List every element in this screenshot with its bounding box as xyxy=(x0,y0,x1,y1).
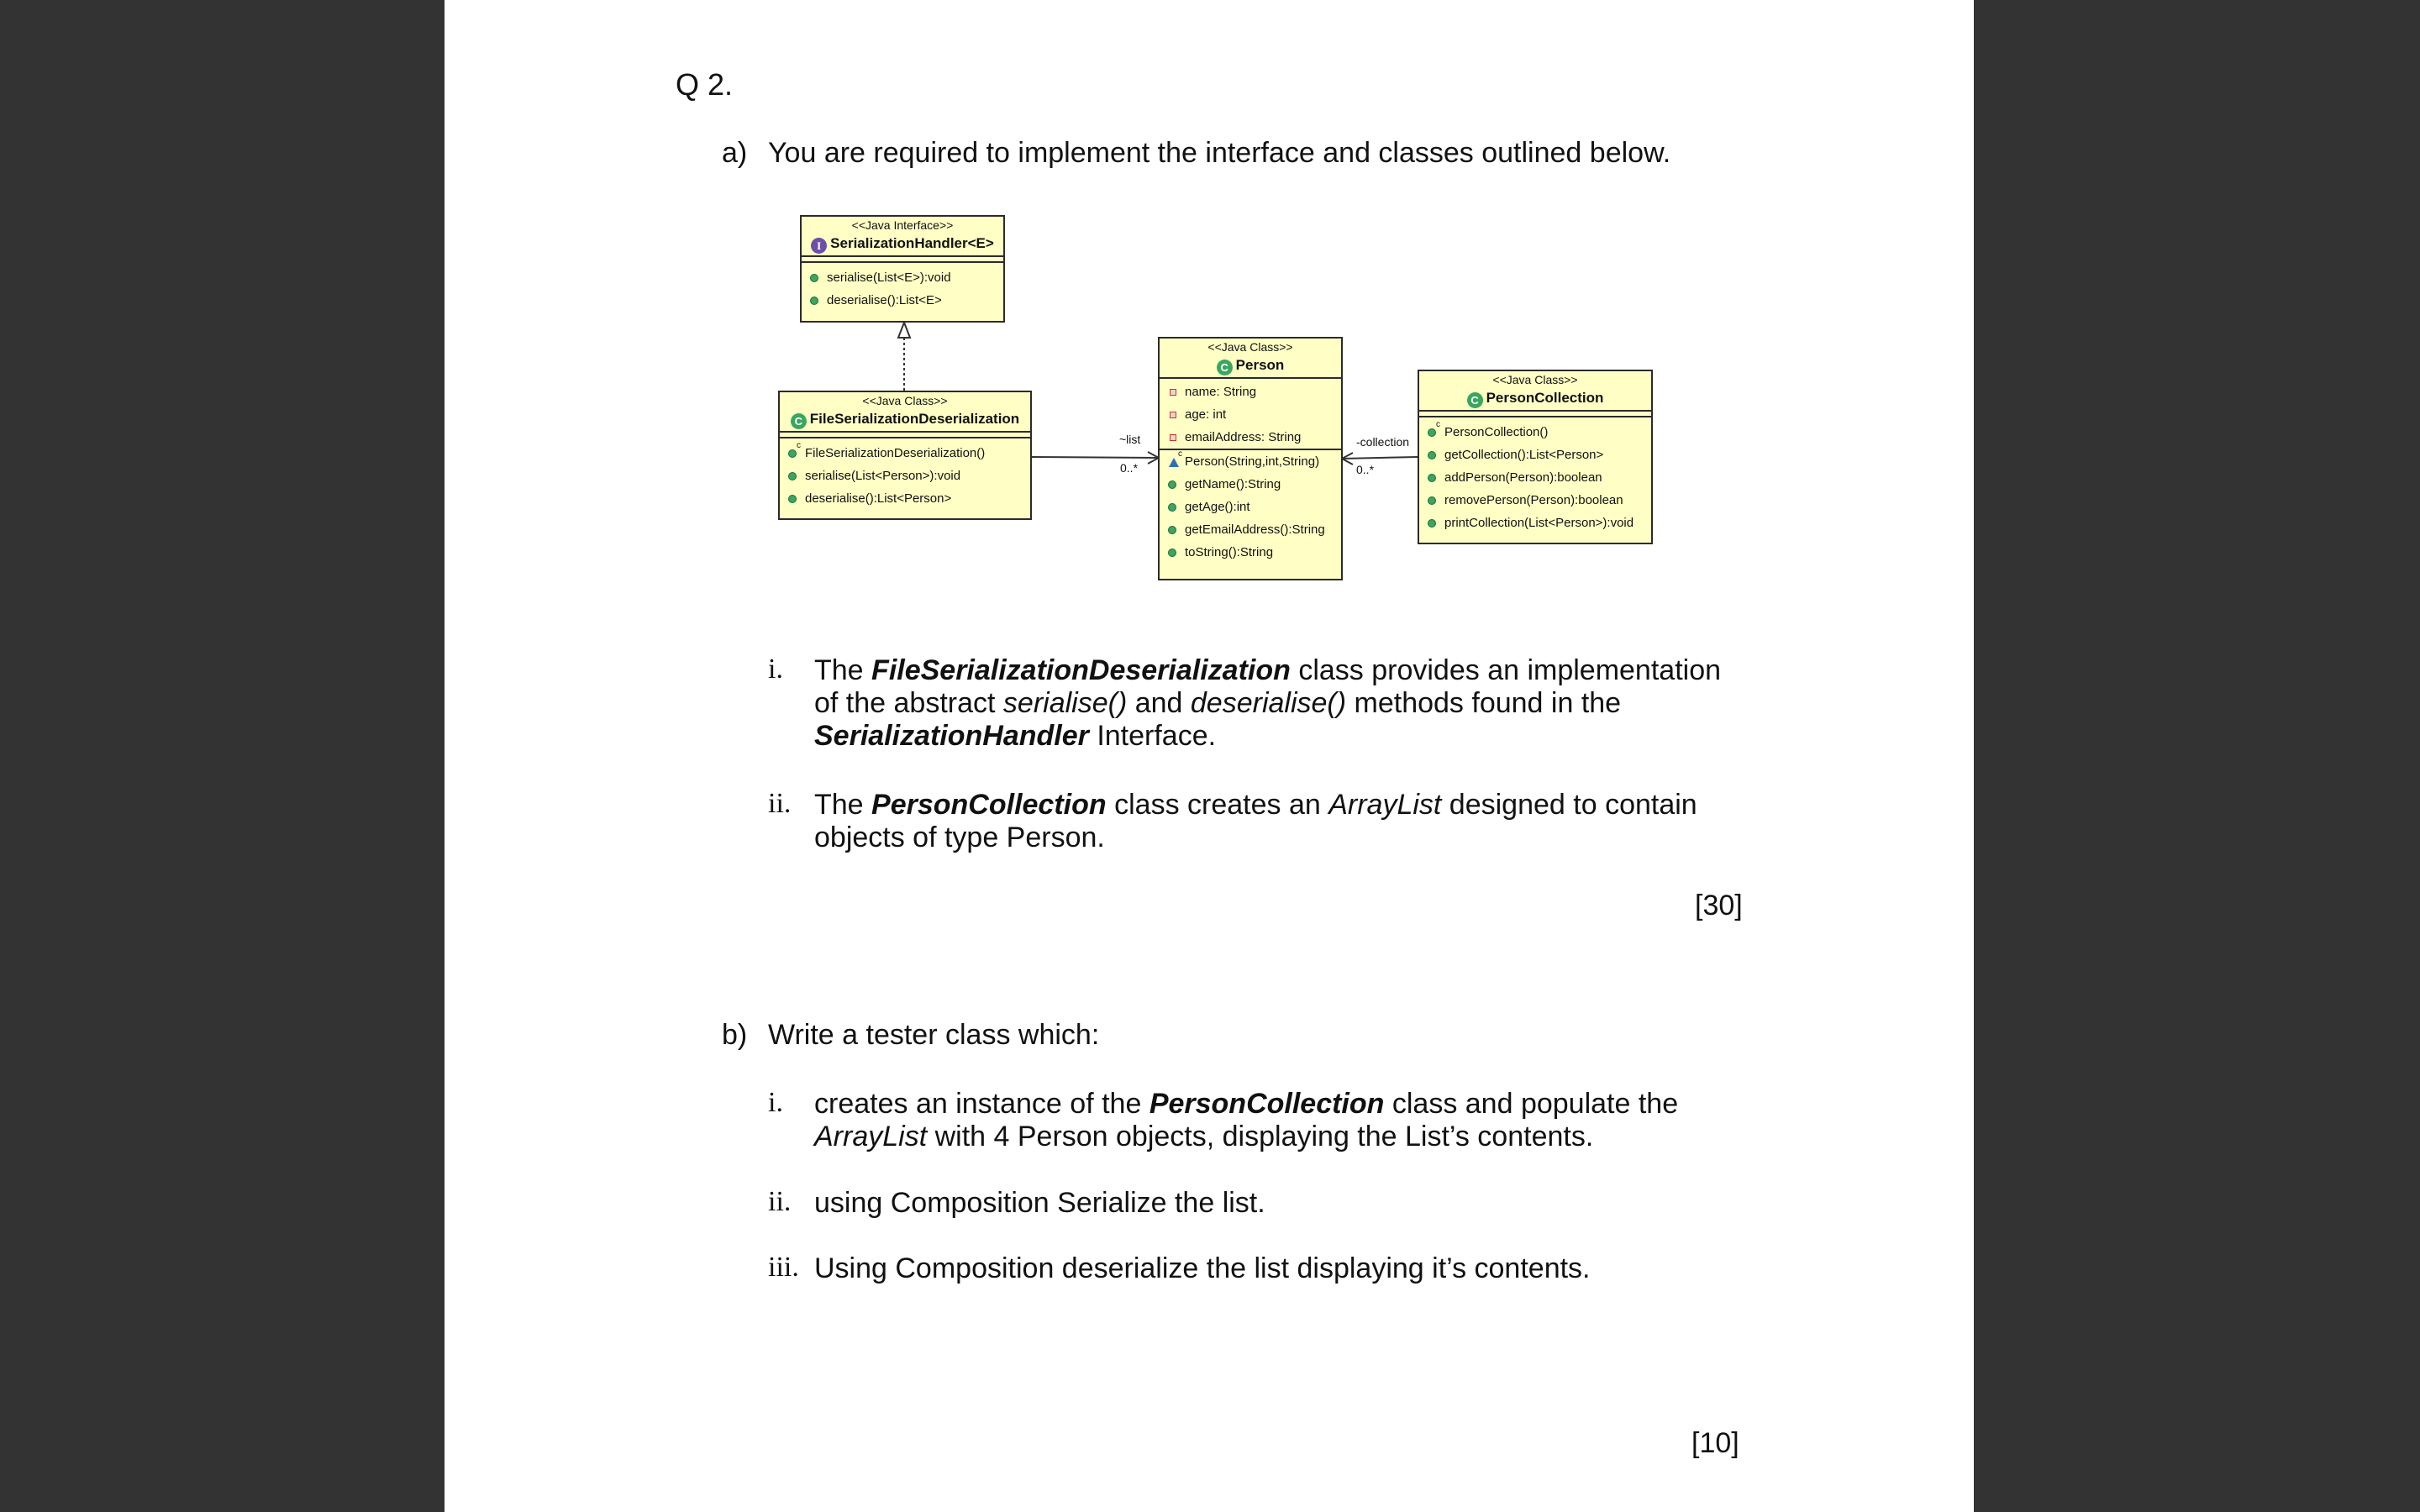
class-method xyxy=(1160,496,1341,518)
constructor xyxy=(1419,421,1651,444)
part-a-item-1-line-2 xyxy=(814,686,1621,720)
interface-icon: I xyxy=(811,238,827,254)
public-method-icon xyxy=(1168,549,1176,557)
constructor-marker: c xyxy=(797,441,801,450)
method-emphasis: deserialise() xyxy=(1190,687,1347,719)
class-name-emphasis: PersonCollection xyxy=(871,789,1107,821)
question-title: Q 2. xyxy=(676,67,734,102)
uml-class-diagram xyxy=(445,0,1974,605)
text-run: Using Composition deserialize the list displaying it’s contents. xyxy=(814,1252,1591,1284)
class-method xyxy=(1419,489,1651,512)
private-field-icon xyxy=(1170,412,1176,418)
text-run: class provides an implementation xyxy=(1290,654,1722,686)
method-emphasis: serialise() xyxy=(1002,687,1128,719)
method-text: Person(String,int,String) xyxy=(1185,454,1320,469)
part-b-text: Write a tester class which: xyxy=(768,1019,1100,1051)
method-text: serialise(List<E>):void xyxy=(827,270,951,285)
part-b-item-2-line-1 xyxy=(814,1186,1265,1220)
class-method xyxy=(780,487,1030,510)
constructor-icon xyxy=(788,449,797,458)
realization-arrowhead xyxy=(898,323,910,338)
interface-separator xyxy=(802,255,1003,263)
part-b-marks: [10] xyxy=(1691,1427,1739,1459)
class-stereotype: <<Java Class>> xyxy=(1492,373,1578,386)
part-a-item-2-numeral: ii. xyxy=(768,788,792,819)
class-icon: C xyxy=(791,413,807,429)
private-field xyxy=(1160,403,1341,426)
part-a-item-1-line-1 xyxy=(814,654,1721,687)
interface-methods xyxy=(802,263,1003,312)
association-collection-multiplicity: 0..* xyxy=(1356,463,1375,476)
association-collection-role: -collection xyxy=(1356,435,1410,449)
field-text: name: String xyxy=(1185,385,1257,399)
class-name-emphasis: SerializationHandler xyxy=(814,720,1089,752)
text-run: designed to contain xyxy=(1441,789,1697,821)
text-run: class and populate the xyxy=(1384,1088,1679,1120)
interface-serialization-handler xyxy=(800,215,1005,323)
public-method-icon xyxy=(788,495,797,503)
part-b-item-1-numeral: i. xyxy=(768,1087,783,1118)
method-text: serialise(List<Person>):void xyxy=(805,469,961,483)
part-b-label: b) xyxy=(722,1019,748,1051)
association-collection-line xyxy=(1342,457,1418,459)
public-method-icon xyxy=(1168,503,1176,512)
part-a-item-1-line-3 xyxy=(814,719,1216,753)
association-list-multiplicity: 0..* xyxy=(1120,461,1139,475)
class-name-text: PersonCollection xyxy=(1486,390,1604,406)
constructor xyxy=(780,442,1030,465)
method-text: getCollection():List<Person> xyxy=(1444,448,1604,462)
method-text: getName():String xyxy=(1185,477,1281,491)
method-text: deserialise():List<E> xyxy=(827,293,942,307)
public-method-icon xyxy=(1428,451,1436,459)
public-method-icon xyxy=(788,472,797,480)
public-method-icon xyxy=(1428,519,1436,528)
part-b-item-1-line-1 xyxy=(814,1087,1678,1121)
text-run: with 4 Person objects, displaying the List’s contents. xyxy=(927,1121,1594,1152)
method-text: getEmailAddress():String xyxy=(1185,522,1325,537)
private-field-icon xyxy=(1170,389,1176,396)
class-name xyxy=(1419,388,1651,410)
class-name xyxy=(1160,355,1341,377)
private-field xyxy=(1160,381,1341,403)
method-text: printCollection(List<Person>):void xyxy=(1444,516,1634,530)
class-person xyxy=(1158,337,1343,580)
class-method xyxy=(1160,541,1341,564)
public-method-icon xyxy=(1428,474,1436,482)
interface-method xyxy=(802,266,1003,289)
method-text: deserialise():List<Person> xyxy=(805,491,952,506)
public-method-icon xyxy=(1168,526,1176,534)
type-emphasis: ArrayList xyxy=(1328,789,1442,821)
class-method xyxy=(780,465,1030,487)
class-name-emphasis: PersonCollection xyxy=(1149,1088,1385,1120)
class-name-text: FileSerializationDeserialization xyxy=(809,411,1020,427)
part-a-item-1-numeral: i. xyxy=(768,654,783,685)
private-field xyxy=(1160,426,1341,449)
interface-method xyxy=(802,289,1003,312)
class-icon: C xyxy=(1467,392,1483,408)
text-run: creates an instance of the xyxy=(814,1088,1150,1120)
method-text: getAge():int xyxy=(1185,500,1250,514)
text-run: The xyxy=(814,789,872,821)
interface-name-text: SerializationHandler<E> xyxy=(830,235,994,251)
method-text: toString():String xyxy=(1185,545,1274,559)
part-b-item-3-numeral: iii. xyxy=(768,1252,799,1283)
field-text: emailAddress: String xyxy=(1185,430,1302,444)
constructor-marker: c xyxy=(1436,420,1440,429)
method-text: removePerson(Person):boolean xyxy=(1444,493,1623,507)
class-method xyxy=(1419,466,1651,489)
part-a-item-2-line-2 xyxy=(814,821,1105,854)
method-text: FileSerializationDeserialization() xyxy=(805,446,986,460)
text-run: Interface. xyxy=(1088,720,1217,752)
public-method-icon xyxy=(1428,496,1436,505)
class-name xyxy=(780,409,1030,431)
class-name-text: Person xyxy=(1235,357,1285,373)
public-method-icon xyxy=(810,297,818,305)
class-file-serialization-deserialization xyxy=(778,391,1032,520)
class-method xyxy=(1160,518,1341,541)
public-method-icon xyxy=(1168,480,1176,489)
class-method xyxy=(1419,444,1651,466)
text-run: using Composition Serialize the list. xyxy=(814,1187,1265,1219)
part-b-item-3-line-1 xyxy=(814,1252,1591,1285)
class-fields xyxy=(1160,379,1341,449)
class-method xyxy=(1419,512,1651,534)
constructor-icon xyxy=(1428,428,1436,437)
field-text: age: int xyxy=(1185,407,1227,422)
document-page xyxy=(445,0,1974,1512)
class-methods xyxy=(1419,417,1651,534)
text-run: objects of type Person. xyxy=(814,822,1105,853)
public-method-icon xyxy=(810,274,818,282)
part-b-item-1-line-2 xyxy=(814,1120,1593,1153)
constructor-marker: c xyxy=(1178,449,1182,459)
text-run: The xyxy=(814,654,872,686)
class-name-emphasis: FileSerializationDeserialization xyxy=(871,654,1291,686)
interface-stereotype: <<Java Interface>> xyxy=(851,218,954,232)
part-a-item-2-line-1 xyxy=(814,788,1697,822)
part-a-marks: [30] xyxy=(1695,890,1743,921)
part-a-text: You are required to implement the interface and classes outlined below. xyxy=(768,137,1671,169)
class-methods xyxy=(780,438,1030,510)
private-field-icon xyxy=(1170,434,1176,441)
class-methods xyxy=(1160,450,1341,564)
class-method xyxy=(1160,473,1341,496)
text-run: methods found in the xyxy=(1346,687,1622,719)
text-run: and xyxy=(1127,687,1191,719)
interface-name xyxy=(802,234,1003,255)
text-run: of the abstract xyxy=(814,687,1003,719)
class-separator xyxy=(780,431,1030,438)
association-list-role: ~list xyxy=(1119,433,1141,446)
class-stereotype: <<Java Class>> xyxy=(862,394,948,407)
text-run: class creates an xyxy=(1106,789,1329,821)
association-list-line xyxy=(1031,457,1159,458)
class-icon: C xyxy=(1217,360,1233,375)
class-person-collection xyxy=(1418,370,1653,544)
method-text: PersonCollection() xyxy=(1444,425,1549,439)
type-emphasis: ArrayList xyxy=(814,1121,928,1152)
method-text: addPerson(Person):boolean xyxy=(1444,470,1602,485)
class-stereotype: <<Java Class>> xyxy=(1207,340,1293,354)
part-a-label: a) xyxy=(722,137,748,169)
constructor xyxy=(1160,450,1341,473)
part-b-item-2-numeral: ii. xyxy=(768,1186,792,1217)
class-separator xyxy=(1419,410,1651,417)
